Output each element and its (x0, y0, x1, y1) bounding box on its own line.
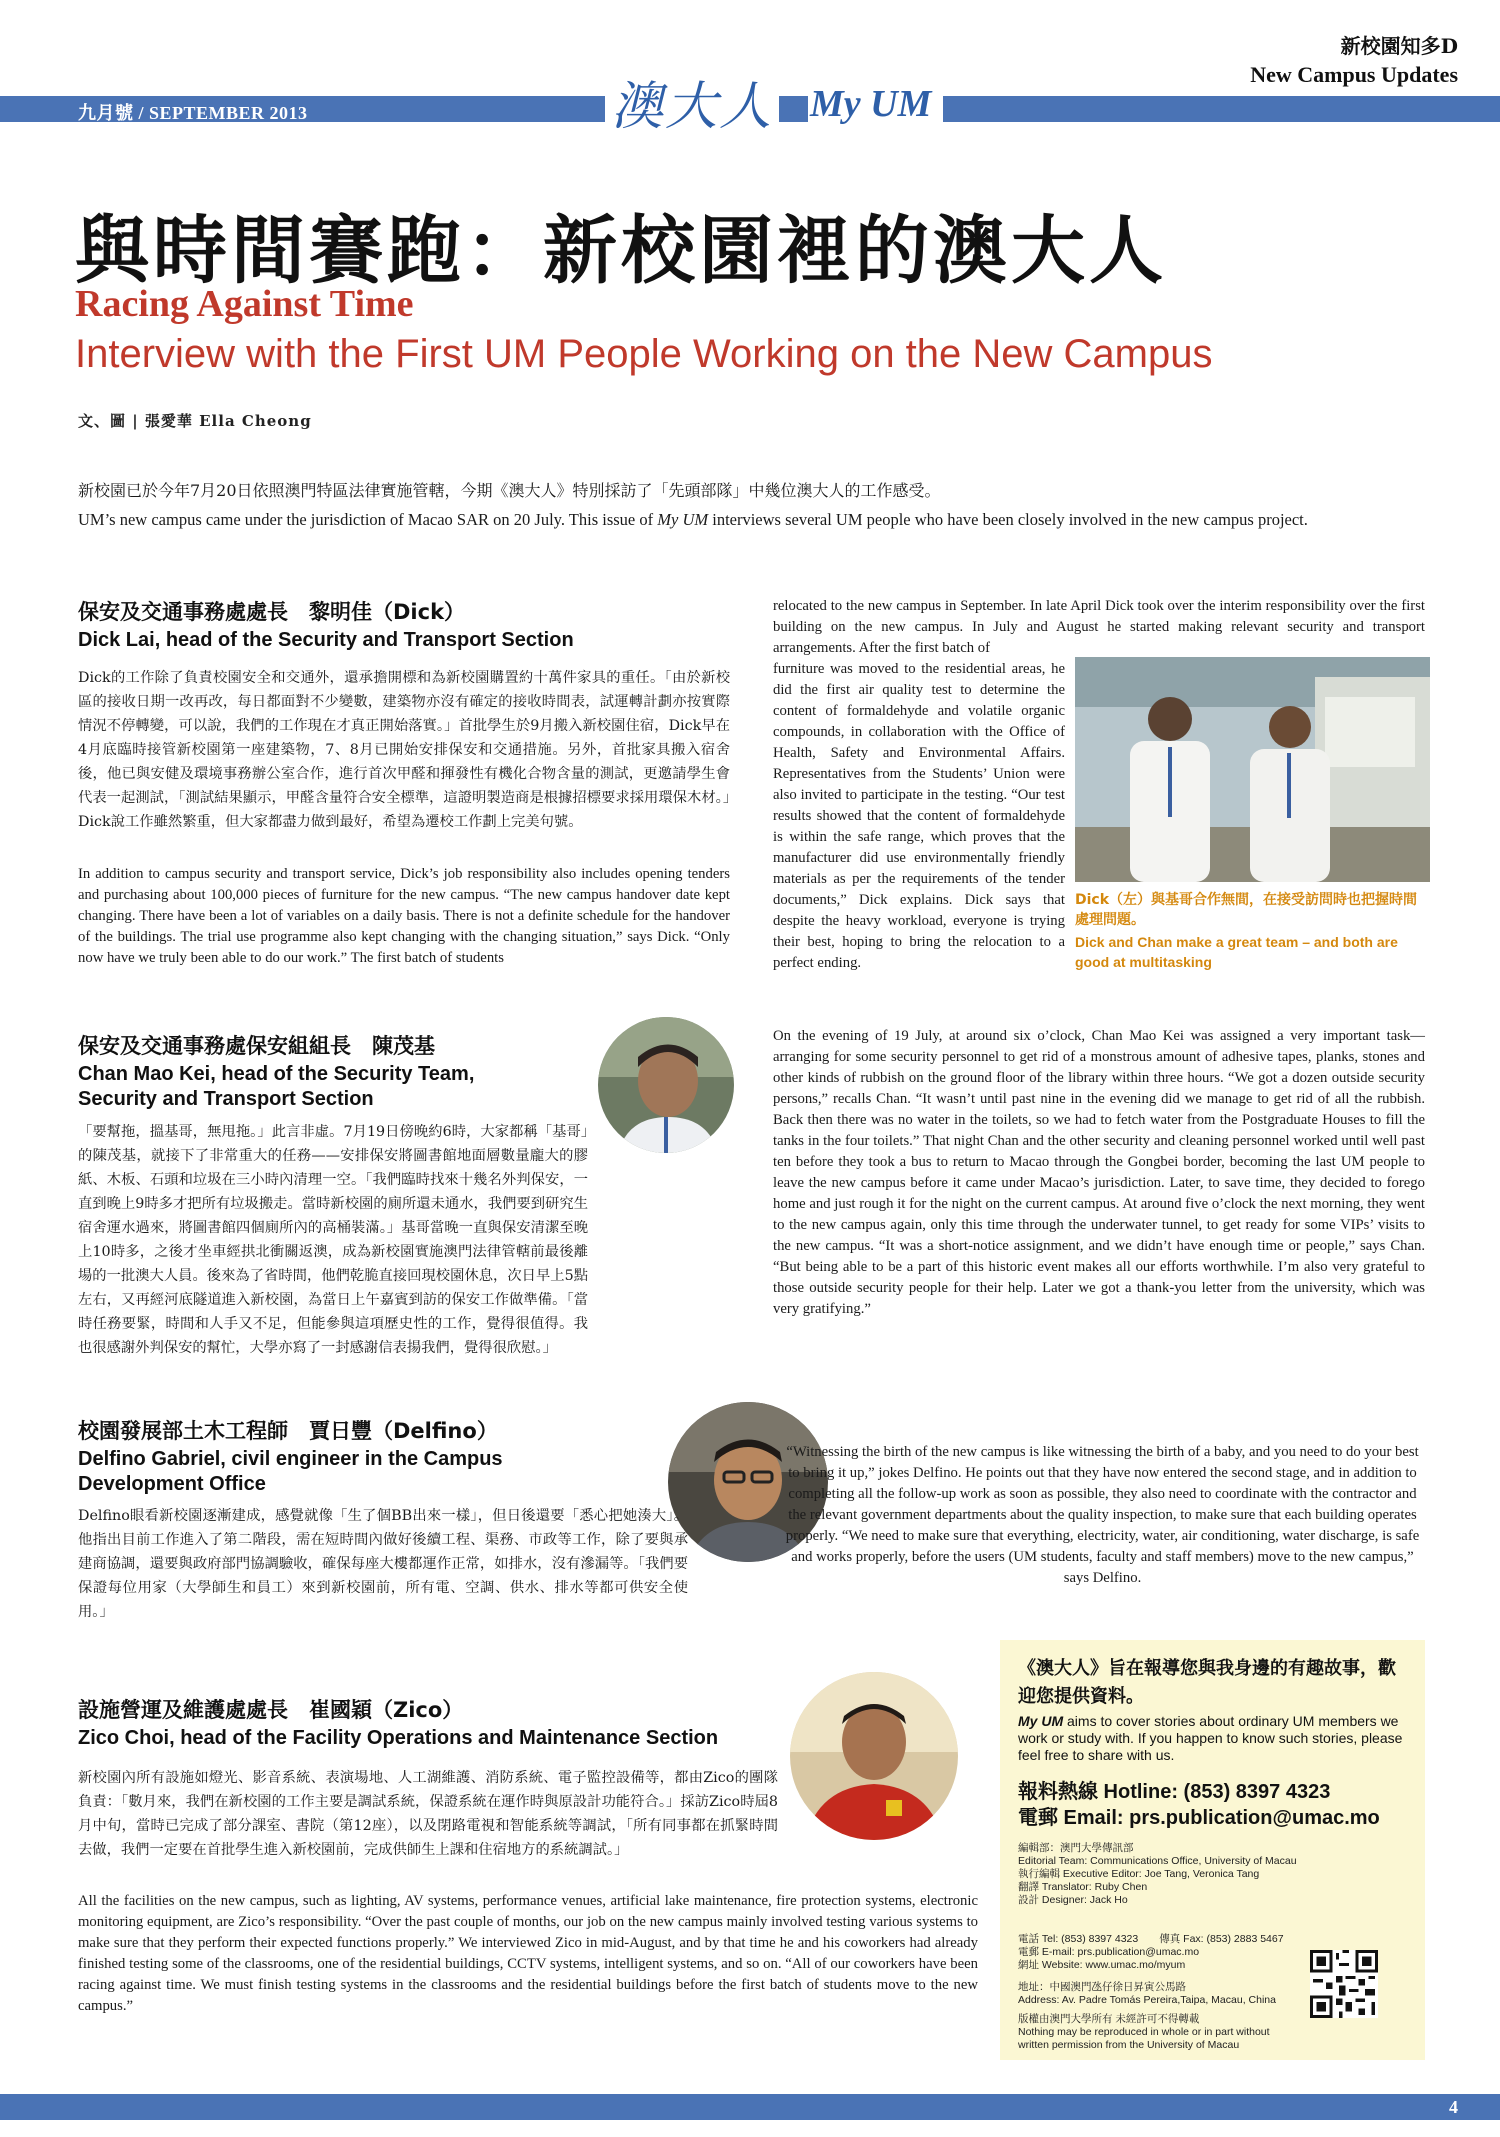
dick-body-en-2: relocated to the new campus in September. In late April Dick took over the interim responsibility over the first building on the new campus. In July and August he started making relevant security and transport arrangements. After the first batch of (773, 598, 1425, 656)
delfino-body-cn: Delfino眼看新校園逐漸建成，感覺就像「生了個BB出來一樣」，但日後還要「悉心把她湊大」。他指出目前工作進入了第二階段，需在短時間內做好後續工程、渠務、市政等工作，除了要與承建商協調，還要與政府部門協調驗收，確保每座大樓都運作正常，如排水，沒有滲漏等。「我們要保證每位用家（大學師生和員工）來到新校園前，所有電、空調、供水、排水等都可供安全使用。」 (78, 1508, 688, 1620)
chan-body-en: On the evening of 19 July, at around six o’clock, Chan Mao Kei was assigned a very important task—arranging for some security personnel to get rid of a monstrous amount of adhesive tapes, planks, stones and other kinds of rubbish on the ground floor of the library within three hours. “We got a dozen outside security persons,” recalls Chan. “It wasn’t until past nine in the evening did we manage to get rid of all the rubbish. Back then there was no water in the toilets, so we had to fetch water from the Postgraduate Houses to fill the tanks in the four toilets.” That night Chan and the other security and cleaning personnel worked until well past ten before they took a bus to return to Macao through the Gongbei border, becoming the last UM people to leave the new campus before it came under Macao’s jurisdiction. Later, to save time, they decided to forego home and just rough it for the night on the current campus. At around five o’clock the next morning, they went to the new campus again, only this time through the underwater tunnel, to get ready for some VIPs’ visits to the new campus. “It was a short-notice assignment, and we didn’t have enough time or people,” says Chan. “But being able to be a part of this historic event makes all our efforts worthwhile. I’m also very grateful to those outside security people for their help. Later we got a thank-you letter from the university, which was very gratifying.” (773, 1028, 1425, 1317)
dick-body-en-3: furniture was moved to the residential areas, he did the first air quality test to determine the content of formaldehyde and volatile organic compounds, in collaboration with the Office of Health, Safety and Environmental Affairs. Representatives from the Students’ Union were also invited to participate in the testing. “Our test results showed that the content of formaldehyde is within the safe range, which proves that the manufacturer did use environmentally friendly materials as per the requirements of the tender documents,” Dick explains. Dick says that despite the heavy workload, everyone is trying their best, hoping to bring the relocation to a perfect ending. (773, 661, 1065, 971)
issue-date: 九月號 / SEPTEMBER 2013 (78, 103, 308, 123)
article-title-cn: 與時間賽跑：新校園裡的澳大人 (75, 208, 1167, 294)
chan-heading-en: Chan Mao Kei, head of the Security Team, Security and Transport Section (78, 1063, 475, 1110)
zico-portrait (790, 1672, 958, 1840)
qr-code (1310, 1950, 1378, 2018)
chan-heading-cn: 保安及交通事務處保安組組長 陳茂基 (78, 1034, 435, 1058)
hotline: 報料熱線 Hotline: (853) 8397 4323 (1018, 1781, 1331, 1803)
intro-paragraph-en: UM’s new campus came under the jurisdiction of Macao SAR on 20 July. This issue of My UM interviews several UM people who have been closely involved in the new campus project. (78, 510, 1308, 529)
contact-email: 電郵 Email: prs.publication@umac.mo (1018, 1807, 1380, 1829)
contact-details: 電話 Tel: (853) 8397 4323 傳真 Fax: (853) 2883 5467 電郵 E-mail: prs.publication@umac.mo 網址 Website: www.umac.mo/myum (1018, 1933, 1284, 1971)
address: 地址：中國澳門氹仔徐日昇寅公馬路 Address: Av. Padre Tomás Pereira,Taipa, Macau, China (1018, 1981, 1276, 2006)
delfino-body-en: “Witnessing the birth of the new campus is like witnessing the birth of a baby, and you need to do your best to bring it up,” jokes Delfino. He points out that they have now entered the second stage, and in addition to completing all the follow-up work as soon as possible, they also need to coordinate with the contractor and the relevant government departments about the quality inspection, to make sure that each building operates properly. “We need to make sure that everything, electricity, water, air conditioning, water discharge, is safe and works properly, before the users (UM students, faculty and staff members) move to the new campus,” says Delfino. (785, 1444, 1420, 1586)
delfino-heading-cn: 校園發展部土木工程師 賈日豐（Delfino） (78, 1419, 498, 1443)
zico-heading-en: Zico Choi, head of the Facility Operations and Maintenance Section (78, 1727, 719, 1749)
intro-paragraph-cn: 新校園已於今年7月20日依照澳門特區法律實施管轄，今期《澳大人》特別採訪了「先頭部隊」中幾位澳大人的工作感受。 (78, 481, 941, 500)
photo-caption-cn: Dick（左）與基哥合作無間，在接受訪問時也把握時間處理問題。 (1075, 892, 1418, 928)
section-title-cn: 新校園知多D (1340, 34, 1458, 58)
info-box-title-cn: 《澳大人》旨在報導您與我身邊的有趣故事，歡迎您提供資料。 (1018, 1658, 1396, 1707)
magazine-name-italic: My UM (657, 510, 709, 529)
photo-caption-en: Dick and Chan make a great team – and both are good at multitasking (1075, 934, 1398, 970)
section-title-en: New Campus Updates (1250, 62, 1458, 87)
zico-body-en: All the facilities on the new campus, such as lighting, AV systems, performance venues, artificial lake maintenance, fire protection systems, electronic monitoring equipment, are Zico’s responsibility. “Over the past couple of months, our job on the new campus mainly involved testing various systems to make sure that they perform their expected functions properly.” We interviewed Zico in mid-August, and by that time he and his coworkers had already finished testing some of the classrooms, one of the residential buildings, CCTV systems, intelligent systems, and so on. “All of our coworkers have been racing against time. We must finish testing systems in the classrooms and the residential buildings before the first batch of students move to the new campus.” (78, 1893, 978, 2014)
chan-body-cn: 「要幫拖，搵基哥，無甩拖。」此言非虛。7月19日傍晚約6時，大家都稱「基哥」的陳茂基，就接下了非常重大的任務——安排保安將圖書館地面層數量龐大的膠紙、木板、石頭和垃圾在三小時內清理一空。「我們臨時找來十幾名外判保安，一直到晚上9時多才把所有垃圾搬走。當時新校園的廁所還未通水，我們要到研究生宿舍運水過來，將圖書館四個廁所內的高桶裝滿。」基哥當晚一直與保安清潔至晚上10時多，之後才坐車經拱北衝關返澳，成為新校園實施澳門法律管轄前最後離場的一批澳大人員。後來為了省時間，他們乾脆直接回現校園休息，次日早上5點左右，又再經河底隧道進入新校園，為當日上午嘉賓到訪的保安工作做準備。「當時任務要緊，時間和人手又不足，但能參與這項歷史性的工作，覺得很值得。我也很感謝外判保安的幫忙，大學亦寫了一封感謝信表揚我們，覺得很欣慰。」 (78, 1124, 588, 1356)
zico-body-cn: 新校園內所有設施如燈光、影音系統、表演場地、人工湖維護、消防系統、電子監控設備等，都由Zico的團隊負責：「數月來，我們在新校園的工作主要是調試系統，保證系統在運作時與原設計功能符合。」採訪Zico時屆8月中旬，當時已完成了部分課室、書院（第12座），以及閉路電視和智能系統等調試，「所有同事都在抓緊時間去做，我們一定要在首批學生進入新校園前，完成供師生上課和住宿地方的系統調試。」 (78, 1770, 778, 1858)
info-box-description-en: My UM aims to cover stories about ordinary UM members we work or study with. If you happen to know such stories, please feel free to share with us. (1018, 1713, 1403, 1763)
magazine-logo-en: My UM (808, 82, 943, 126)
dick-and-chan-photo (1075, 657, 1430, 882)
dick-body-cn: Dick的工作除了負責校園安全和交通外，還承擔開標和為新校園購置約十萬件家具的重任。「由於新校區的接收日期一改再改，每日都面對不少變數，建築物亦沒有確定的接收時間表，試運轉計劃亦按實際情況不停轉變，可以說，我們的工作現在才真正開始落實。」首批學生於9月搬入新校園住宿，Dick早在4月底臨時接管新校園第一座建築物，7、8月已開始安排保安和交通措施。另外，首批家具搬入宿舍後，他已與安健及環境事務辦公室合作，進行首次甲醛和揮發性有機化合物含量的測試，更邀請學生會代表一起測試，「測試結果顯示，甲醛含量符合安全標準，這證明製造商是根據招標要求採用環保木材。」Dick說工作雖然繁重，但大家都盡力做到最好，希望為遷校工作劃上完美句號。 (78, 670, 730, 830)
article-title-en: Racing Against Time (75, 283, 414, 325)
delfino-heading-en: Delfino Gabriel, civil engineer in the Campus Development Office (78, 1448, 503, 1495)
dick-body-en-1: In addition to campus security and transport service, Dick’s job responsibility also includes opening tenders and purchasing about 100,000 pieces of furniture for the new campus. “The new campus handover date kept changing. There have been a lot of variables on a daily basis. There is not a definite schedule for the handover of the buildings. The trial use programme also kept changing with the changing situation,” says Dick. “Only now have we truly been able to do our work.” The first batch of students (78, 866, 730, 966)
dick-heading-cn: 保安及交通事務處處長 黎明佳（Dick） (78, 600, 466, 624)
magazine-logo-cn: 澳大人 (605, 64, 779, 139)
article-subtitle-en: Interview with the First UM People Working on the New Campus (75, 332, 1213, 376)
editorial-team: 編輯部：澳門大學傳訊部 Editorial Team: Communications Office, University of Macau 執行編輯 Executive Editor: Joe Tang, Veronica Tang 翻譯 Translator: Ruby Chen 設計 Designer: Jack Ho (1018, 1842, 1297, 1906)
dick-heading-en: Dick Lai, head of the Security and Transport Section (78, 629, 574, 651)
byline: 文、圖 | 張愛華 Ella Cheong (78, 412, 312, 430)
chan-portrait (598, 1017, 734, 1153)
page-number: 4 (1449, 2097, 1458, 2117)
copyright-notice: 版權由澳門大學所有 未經許可不得轉載 Nothing may be reproduced in whole or in part without written permission from the University of Macau (1018, 2013, 1270, 2051)
zico-heading-cn: 設施營運及維護處處長 崔國穎（Zico） (78, 1698, 464, 1722)
bottom-color-band (0, 2094, 1500, 2120)
